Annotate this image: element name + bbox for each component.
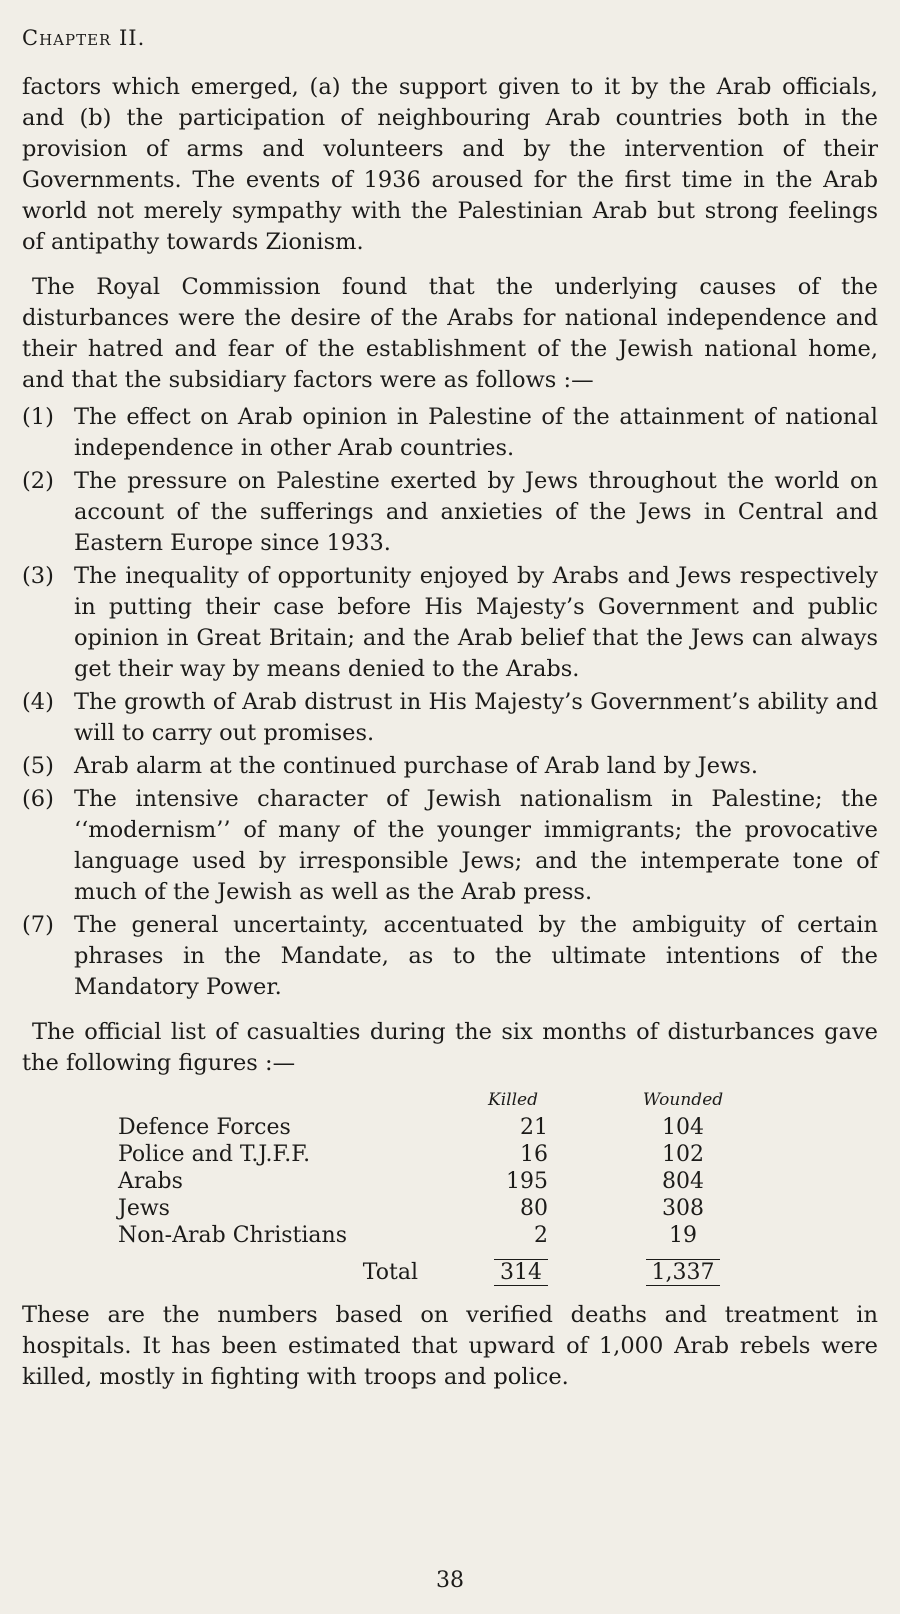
total-label: Total <box>362 1260 418 1285</box>
casualties-intro-paragraph: The official list of casualties during the six months of disturbances gave the following figures :— <box>22 1019 878 1076</box>
wounded-cell: 104 <box>662 1115 704 1140</box>
document-page <box>22 0 878 1614</box>
total-killed: 314 <box>494 1259 548 1286</box>
total-row <box>118 1249 768 1286</box>
page-number: 38 <box>436 1568 464 1593</box>
factor-number: (5) <box>22 753 54 779</box>
killed-column-header: Killed <box>488 1090 538 1110</box>
factor-number: (4) <box>22 689 54 715</box>
factor-text: The inequality of opportunity enjoyed by Arabs and Jews respectively in putting their case before His Majesty’s Government and public opinion in Great Britain; and the Arab belief that the Jews can always get their way by means denied to the Arabs. <box>74 563 878 682</box>
factor-text: The intensive character of Jewish nationalism in Palestine; the ‘‘modernism’’ of many of the younger immigrants; the provocative language used by irresponsible Jews; and the intemperate tone of much of the Jewish as well as the Arab press. <box>74 786 878 905</box>
category-cell: Defence Forces <box>118 1115 291 1140</box>
factor-item <box>22 561 878 685</box>
casualties-header-row <box>118 1087 768 1114</box>
category-cell: Arabs <box>118 1169 183 1194</box>
killed-cell: 21 <box>520 1115 548 1140</box>
factor-text: The growth of Arab distrust in His Majesty’s Government’s ability and will to carry out promises. <box>74 689 878 746</box>
factor-text: The general uncertainty, accentuated by the ambiguity of certain phrases in the Mandate, as to the ultimate intentions of the Mandatory Power. <box>74 912 878 1000</box>
wounded-cell: 804 <box>662 1169 704 1194</box>
subsidiary-factors-list <box>22 402 878 1003</box>
royal-commission-paragraph: The Royal Commission found that the underlying causes of the disturbances were the desire of the Arabs for national independence and their hatred and fear of the establishment of the Jewish national home, and that the subsidiary factors were as follows :— <box>22 274 878 393</box>
factor-item <box>22 466 878 559</box>
killed-cell: 16 <box>520 1142 548 1167</box>
wounded-cell: 19 <box>669 1223 697 1248</box>
factor-item <box>22 784 878 908</box>
closing-paragraph: These are the numbers based on verified deaths and treatment in hospitals. It has been estimated that upward of 1,000 Arab rebels were killed, mostly in fighting with troops and police. <box>22 1302 878 1390</box>
category-cell: Non-Arab Christians <box>118 1223 347 1248</box>
table-row <box>118 1222 768 1249</box>
casualties-table <box>118 1087 768 1286</box>
wounded-column-header: Wounded <box>642 1090 724 1110</box>
factor-text: The pressure on Palestine exerted by Jews throughout the world on account of the sufferings and anxieties of the Jews in Central and Eastern Europe since 1933. <box>74 468 878 556</box>
factor-item <box>22 910 878 1003</box>
intro-paragraph: factors which emerged, (a) the support given to it by the Arab officials, and (b) the participation of neighbouring Arab countries both in the provision of arms and volunteers and by the intervention of their Governments. The events of 1936 aroused for the first time in the Arab world not merely sympathy with the Palestinian Arab but strong feelings of antipathy towards Zionism. <box>22 74 878 255</box>
factor-number: (2) <box>22 468 54 494</box>
factor-item <box>22 687 878 749</box>
factor-number: (1) <box>22 404 54 430</box>
factor-number: (3) <box>22 563 54 589</box>
table-row <box>118 1195 768 1222</box>
killed-cell: 80 <box>520 1196 548 1221</box>
total-wounded: 1,337 <box>646 1259 721 1286</box>
body-text <box>22 72 878 1393</box>
factor-text: The effect on Arab opinion in Palestine of the attainment of national independence in other Arab countries. <box>74 404 878 461</box>
table-row <box>118 1141 768 1168</box>
category-cell: Police and T.J.F.F. <box>118 1142 311 1167</box>
factor-number: (6) <box>22 786 54 812</box>
killed-cell: 2 <box>534 1223 548 1248</box>
table-row <box>118 1168 768 1195</box>
factor-item <box>22 402 878 464</box>
chapter-header: Chapter II. <box>22 26 146 50</box>
category-cell: Jews <box>118 1196 170 1221</box>
table-row <box>118 1114 768 1141</box>
killed-cell: 195 <box>506 1169 548 1194</box>
factor-number: (7) <box>22 912 54 938</box>
wounded-cell: 102 <box>662 1142 704 1167</box>
factor-text: Arab alarm at the continued purchase of Arab land by Jews. <box>74 753 758 779</box>
factor-item <box>22 751 878 782</box>
wounded-cell: 308 <box>662 1196 704 1221</box>
